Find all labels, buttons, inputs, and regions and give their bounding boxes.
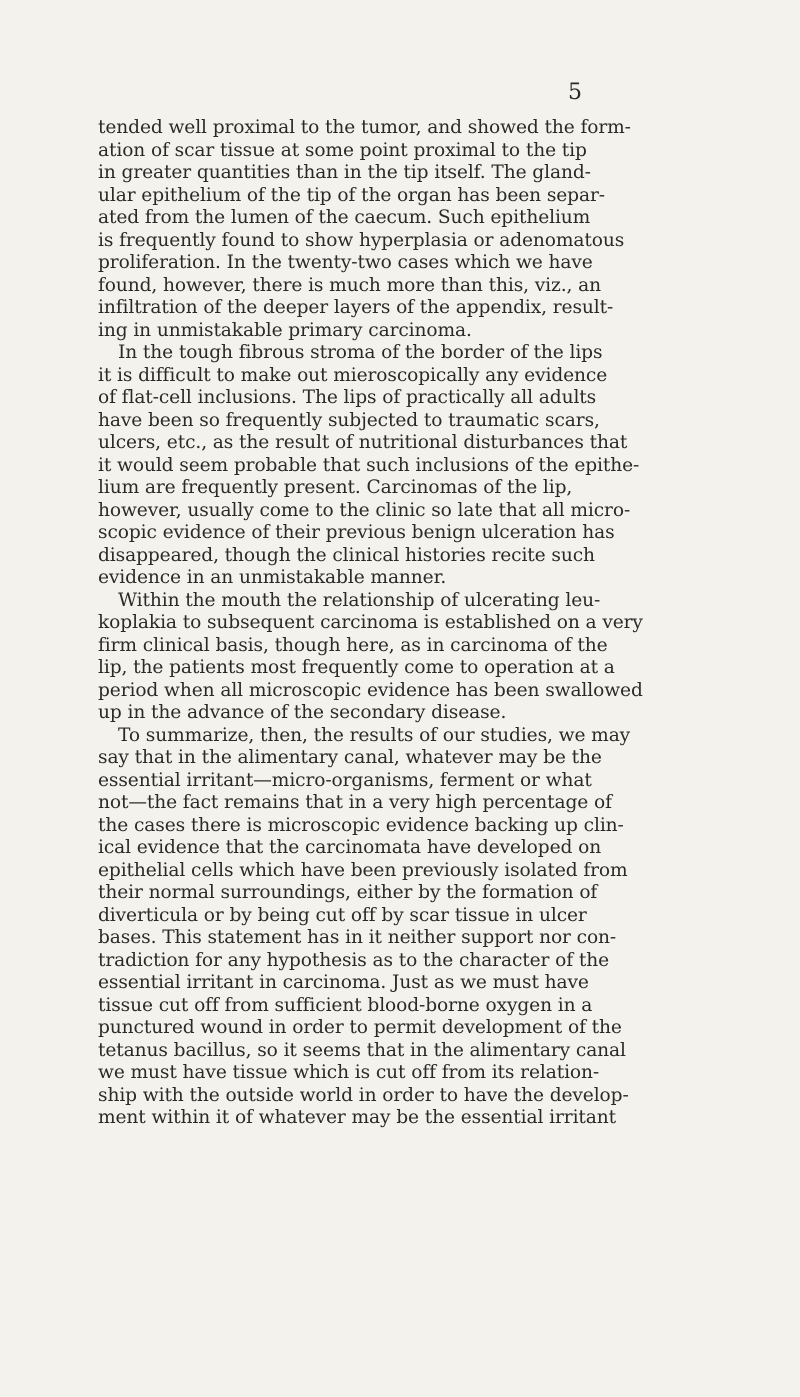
text-line: essential irritant—micro-organisms, ferment or what — [98, 769, 592, 791]
text-line: ship with the outside world in order to have the develop- — [98, 1084, 629, 1106]
text-line: of flat-cell inclusions. The lips of practically all adults — [98, 387, 597, 408]
text-line: tetanus bacillus, so it seems that in the alimentary canal — [98, 1039, 626, 1061]
text-line: Within the mouth the relationship of ulcerating leu- — [118, 589, 601, 611]
text-line: scopic evidence of their previous benign ulceration has — [98, 522, 615, 543]
page-number: 5 — [568, 80, 582, 105]
text-line: tended well proximal to the tumor, and showed the form- — [98, 117, 631, 138]
text-line: essential irritant in carcinoma. Just as we must have — [98, 972, 589, 993]
text-line: is frequently found to show hyperplasia or adenomatous — [98, 229, 625, 251]
text-line: not—the fact remains that in a very high percentage of — [98, 792, 612, 813]
text-line: disappeared, though the clinical histories recite such — [98, 544, 595, 566]
text-line: punctured wound in order to permit development of the — [98, 1017, 622, 1038]
text-line: diverticula or by being cut off by scar tissue in ulcer — [98, 904, 587, 926]
text-line: tissue cut off from sufficient blood-borne oxygen in a — [98, 994, 593, 1016]
text-line: epithelial cells which have been previously isolated from — [98, 859, 628, 881]
text-line: however, usually come to the clinic so late that all micro- — [98, 499, 631, 521]
text-line: firm clinical basis, though here, as in carcinoma of the — [98, 634, 608, 656]
text-line: proliferation. In the twenty-two cases which we have — [98, 252, 593, 273]
body-text — [98, 117, 718, 1130]
text-line: In the tough fibrous stroma of the border of the lips — [118, 342, 603, 363]
text-line: have been so frequently subjected to traumatic scars, — [98, 409, 600, 431]
text-line: lip, the patients most frequently come to operation at a — [98, 657, 615, 678]
text-line: it would seem probable that such inclusions of the epithe- — [98, 454, 640, 476]
text-line: ing in unmistakable primary carcinoma. — [98, 319, 472, 341]
text-line: ical evidence that the carcinomata have developed on — [98, 837, 602, 858]
text-line: ular epithelium of the tip of the organ has been separ- — [98, 184, 605, 206]
text-line: ated from the lumen of the caecum. Such epithelium — [98, 207, 591, 228]
text-line: found, however, there is much more than this, viz., an — [98, 274, 602, 296]
text-line: their normal surroundings, either by the formation of — [98, 882, 598, 903]
text-line: To summarize, then, the results of our studies, we may — [118, 724, 631, 746]
text-line: infiltration of the deeper layers of the appendix, result- — [98, 297, 614, 318]
text-line: up in the advance of the secondary disease. — [98, 702, 507, 723]
text-line: period when all microscopic evidence has been swallowed — [98, 679, 643, 701]
text-line: we must have tissue which is cut off from its relation- — [98, 1062, 600, 1083]
text-line: say that in the alimentary canal, whatever may be the — [98, 747, 602, 768]
text-line: tradiction for any hypothesis as to the character of the — [98, 949, 609, 971]
text-line: it is difficult to make out mieroscopically any evidence — [98, 364, 608, 386]
text-line: in greater quantities than in the tip itself. The gland- — [98, 162, 591, 183]
text-line: koplakia to subsequent carcinoma is established on a very — [98, 612, 643, 633]
text-line: ment within it of whatever may be the essential irritant — [98, 1107, 617, 1128]
text-line: evidence in an unmistakable manner. — [98, 567, 447, 588]
text-line: the cases there is microscopic evidence backing up clin- — [98, 814, 624, 836]
text-line: bases. This statement has in it neither support nor con- — [98, 927, 617, 948]
text-line: ation of scar tissue at some point proximal to the tip — [98, 139, 587, 161]
text-line: ulcers, etc., as the result of nutritional disturbances that — [98, 432, 628, 453]
text-line: lium are frequently present. Carcinomas of the lip, — [98, 477, 573, 498]
